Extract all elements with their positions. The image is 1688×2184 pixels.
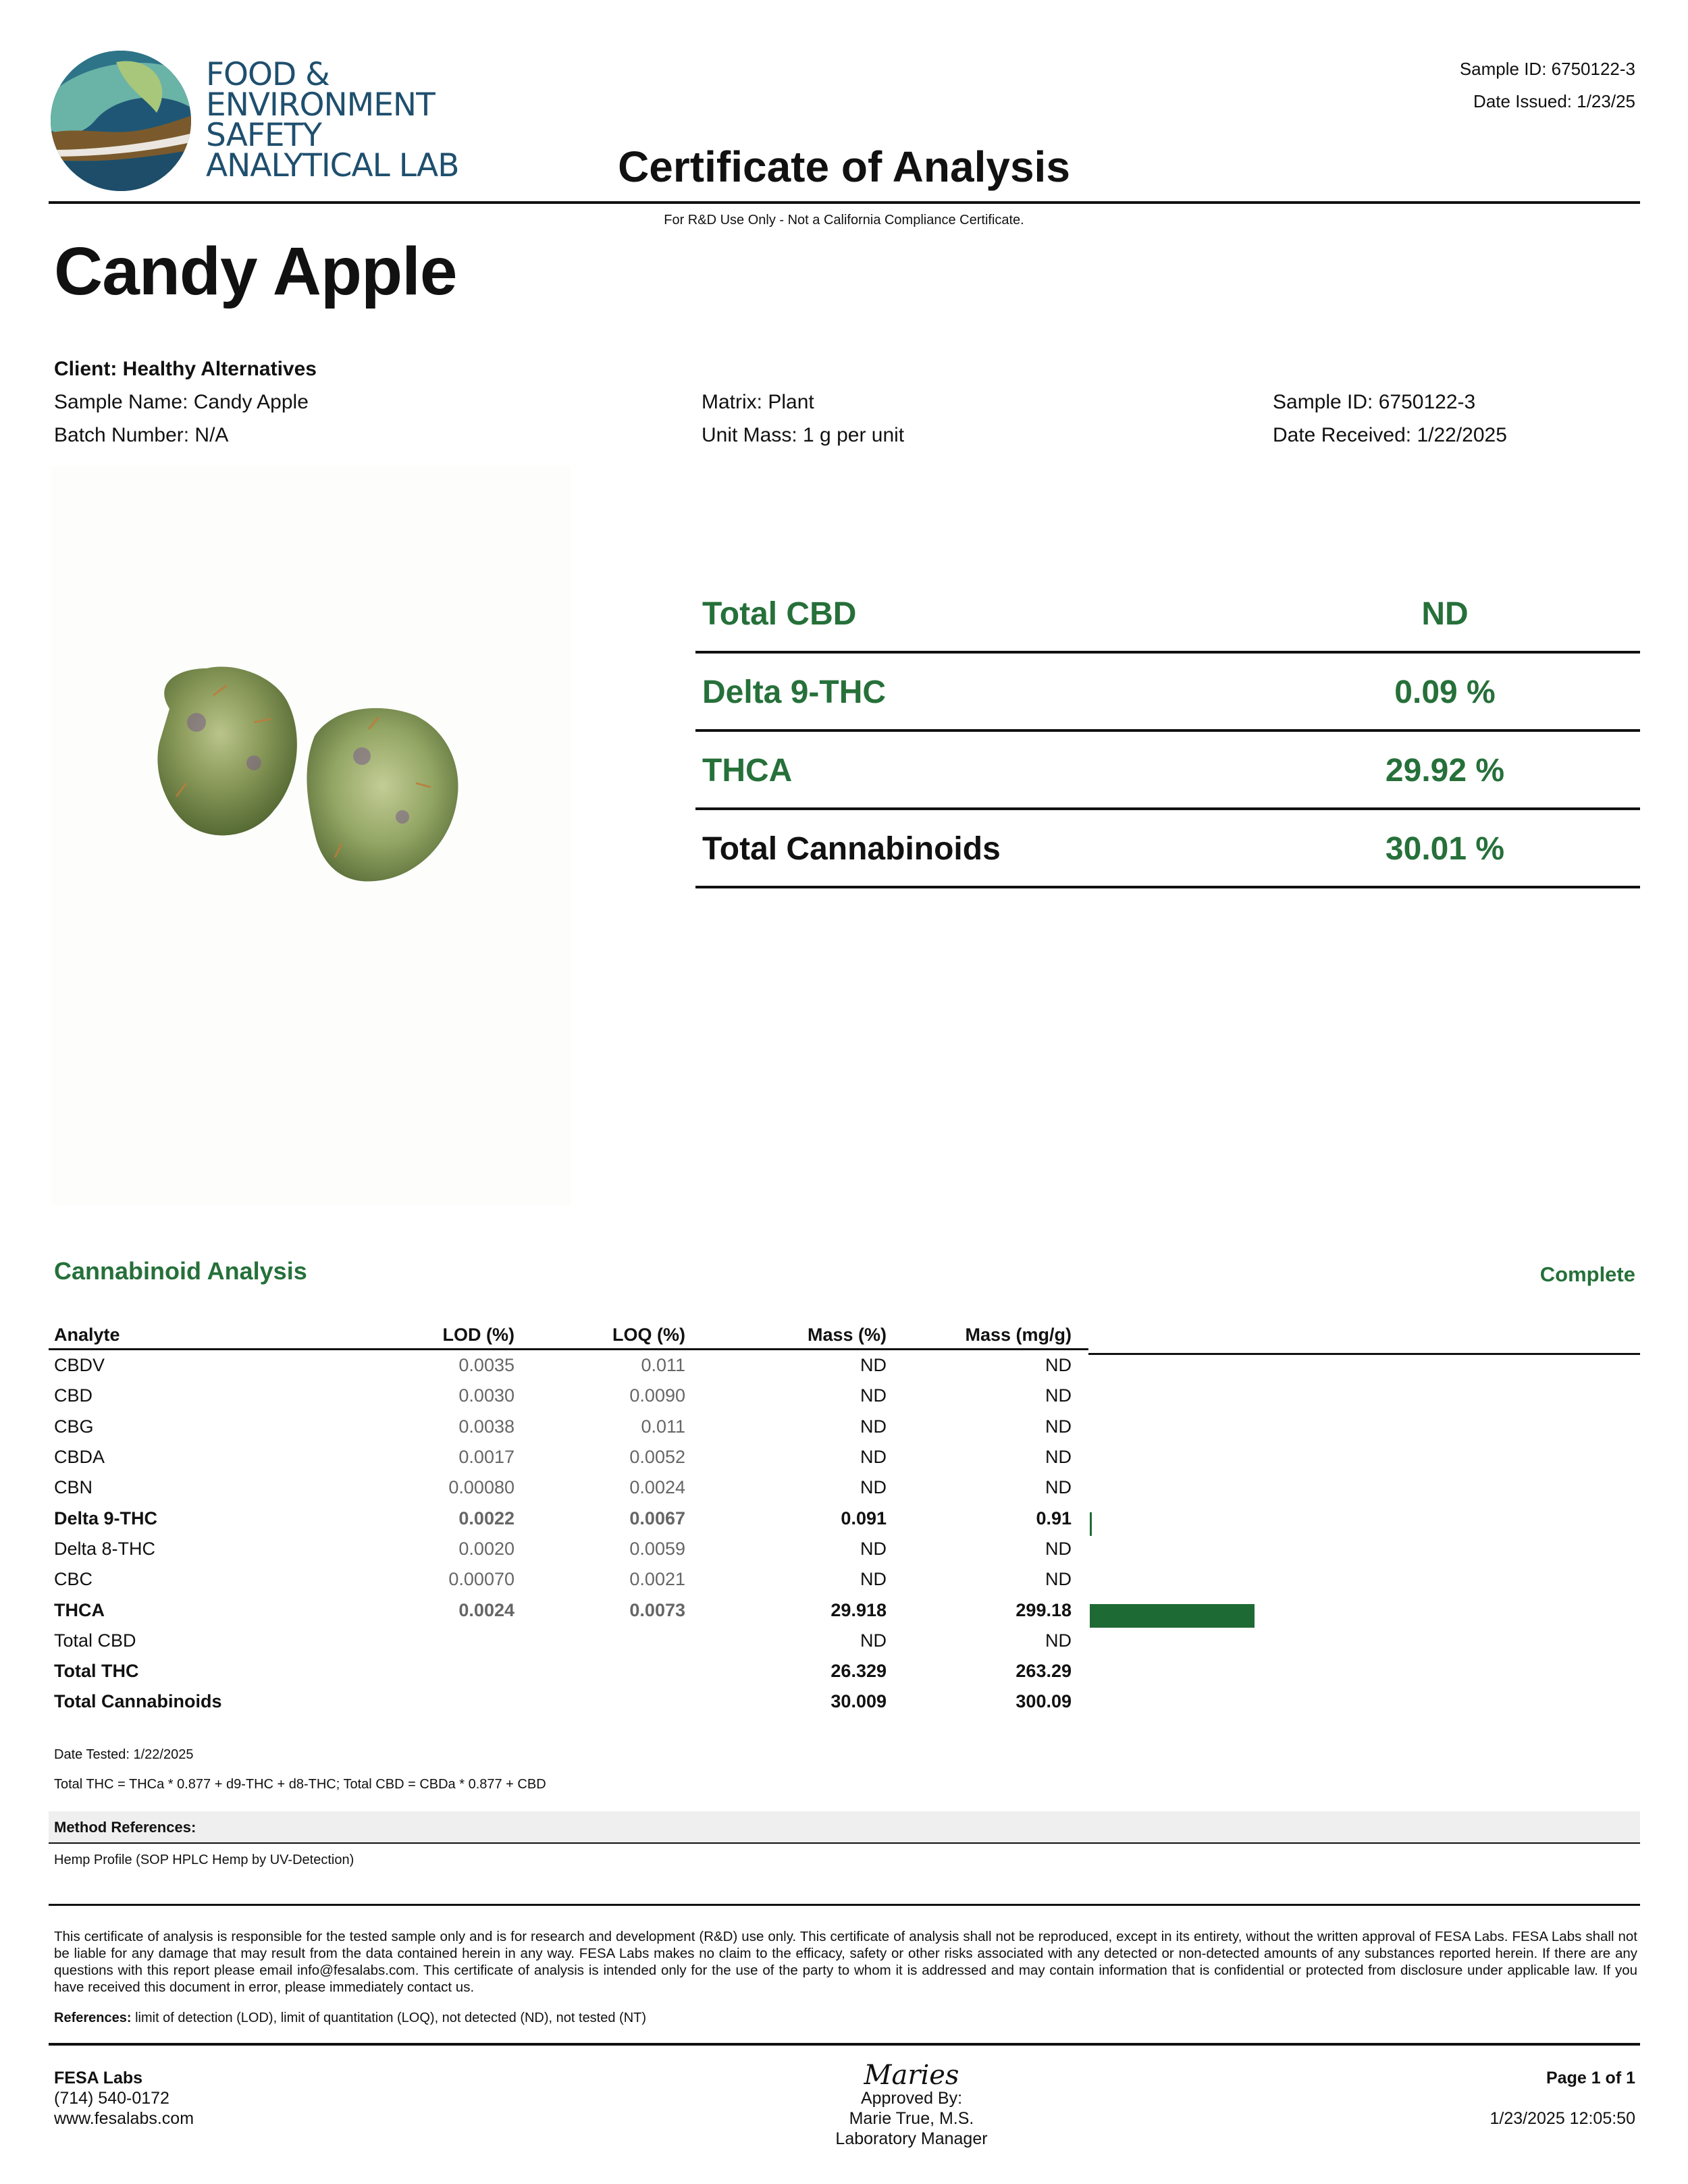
summary-thca: THCA 29.92 % [695,732,1640,810]
approver-name: Marie True, M.S. [849,2109,974,2128]
table-row: CBDA 0.0017 0.0052 ND ND [54,1447,1072,1468]
client-name: Client: Healthy Alternatives [54,358,317,380]
header-sample-id: Sample ID: 6750122-3 [1459,59,1635,79]
legal-disclaimer: This certificate of analysis is responsible for the tested sample only and is for research and development (R&D) use only. This certificate of analysis shall not be reproduced, except in its entirety, without the written approval of FESA Labs. FESA Labs shall not be liable for any damage that may result from the data contained herein in any way. FESA Labs makes no claim to the efficacy, safety or other risks associated with any detected or non-detected amounts of any substances reported herein. If there are any questions with this report please email info@fesalabs.com. This certificate of analysis is intended only for the use of the party to whom it is addressed and may contain information that is confidential or protected from disclosure under applicable law. If you have received this document in error, please immediately contact us. [54,1929,1637,1995]
table-row: THCA 0.0024 0.0073 29.918 299.18 [54,1599,1072,1620]
page-title: Certificate of Analysis [618,142,1070,191]
client-info-middle [702,385,904,452]
col-mass-mg: Mass (mg/g) [887,1322,1072,1350]
table-header [49,1322,1088,1350]
table-row: Total CBD ND ND [54,1630,1072,1651]
sample-name: Sample Name: Candy Apple [54,391,309,413]
signature: Maries [864,2060,959,2091]
table-row: Delta 9-THC 0.0022 0.0067 0.091 0.91 [54,1508,1072,1528]
client-sample-id: Sample ID: 6750122-3 [1273,391,1476,413]
header-divider [49,201,1640,204]
unit-mass: Unit Mass: 1 g per unit [702,424,905,446]
results-table [49,1322,1088,1717]
summary-total-cannabinoids: Total Cannabinoids 30.01 % [695,810,1640,888]
date-tested: Date Tested: 1/22/2025 [54,1747,194,1762]
table-header-rule-extension [1088,1353,1640,1355]
summary-delta9-thc: Delta 9-THC 0.09 % [695,654,1640,732]
client-info-left [54,352,317,452]
product-photo [51,466,571,1205]
footer-approval: Maries Approved By: Marie True, M.S. Laboratory Manager [709,2062,1114,2149]
footer-divider [49,2043,1640,2046]
total-formula: Total THC = THCa * 0.877 + d9-THC + d8-THC; Total CBD = CBDa * 0.877 + CBD [54,1777,546,1792]
table-row: Total THC 26.329 263.29 [54,1661,1072,1682]
lab-logo-text: FOOD & ENVIRONMENT SAFETY ANALYTICAL LAB [206,56,459,184]
col-lod: LOD (%) [309,1322,515,1350]
footer-phone: (714) 540-0172 [54,2089,169,2108]
concentration-bar-thca [1090,1604,1255,1628]
approver-title: Laboratory Manager [835,2129,988,2148]
legal-divider [49,1904,1640,1906]
client-info-right [1273,385,1507,452]
date-received: Date Received: 1/22/2025 [1273,424,1507,446]
rd-disclaimer: For R&D Use Only - Not a California Compliance Certificate. [664,213,1024,228]
summary-total-cbd: Total CBD ND [695,575,1640,654]
method-reference: Hemp Profile (SOP HPLC Hemp by UV-Detection) [54,1853,354,1867]
product-name: Candy Apple [54,234,457,309]
table-row: CBDV 0.0035 0.011 ND ND [54,1355,1072,1376]
footer-website[interactable]: www.fesalabs.com [54,2109,194,2128]
table-row: CBN 0.00080 0.0024 ND ND [54,1477,1072,1498]
method-references-header: Method References: [49,1811,1640,1844]
matrix: Matrix: Plant [702,391,814,413]
table-row: CBG 0.0038 0.011 ND ND [54,1416,1072,1437]
references: References: limit of detection (LOD), limit of quantitation (LOQ), not detected (ND), not tested (NT) [54,2010,647,2025]
section-title: Cannabinoid Analysis [54,1257,307,1285]
col-analyte: Analyte [49,1322,309,1350]
table-row: CBD 0.0030 0.0090 ND ND [54,1385,1072,1406]
concentration-bar-delta9-thc [1090,1512,1092,1536]
batch-number: Batch Number: N/A [54,424,229,446]
col-loq: LOQ (%) [515,1322,685,1350]
footer-page-info [1490,2068,1635,2129]
table-row: Total Cannabinoids 30.009 300.09 [54,1691,1072,1712]
header-date-issued: Date Issued: 1/23/25 [1473,91,1635,111]
table-row: CBC 0.00070 0.0021 ND ND [54,1569,1072,1590]
header-meta [1460,53,1635,117]
page-number: Page 1 of 1 [1546,2069,1635,2087]
footer-company: FESA Labs (714) 540-0172 www.fesalabs.com [54,2069,194,2128]
report-timestamp: 1/23/2025 12:05:50 [1489,2109,1635,2128]
table-row: Delta 8-THC 0.0020 0.0059 ND ND [54,1538,1072,1559]
col-mass-pct: Mass (%) [685,1322,887,1350]
status-badge: Complete [1539,1262,1635,1286]
